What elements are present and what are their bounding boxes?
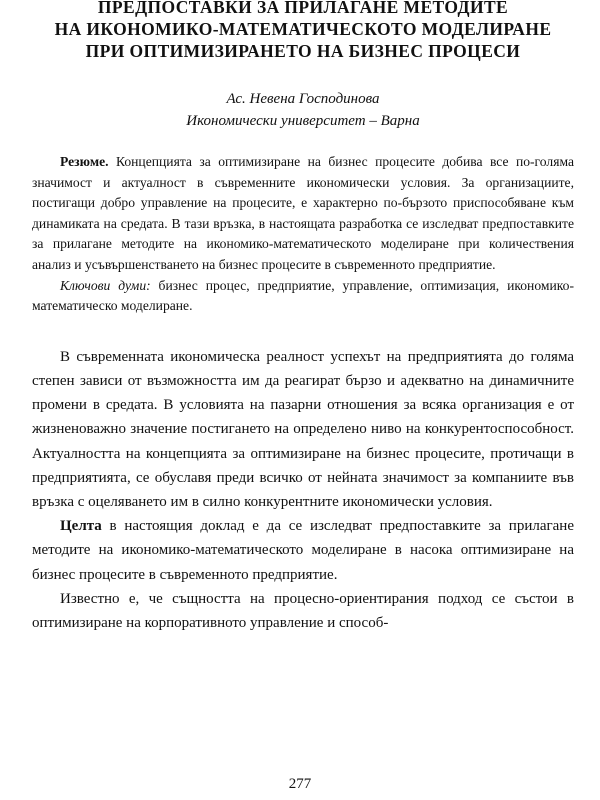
body-text — [32, 345, 574, 635]
title-line-3: ПРИ ОПТИМИЗИРАНЕТО НА БИЗНЕС ПРОЦЕСИ — [85, 41, 521, 61]
abstract-text: Концепцията за оптимизиране на бизнес процесите добива все по-голяма значимост и актуалност в съвременните икономически условия. За организациите, постигащи добро управление на процесите, е характерно по-бързото приспособяване към динамиката на средата. В тази връзка, в настоящата разработка се изследват предпоставките за прилагане методите на икономико-математическото моделиране при количествения анализ и усъвършенстването на бизнес процесите в съвременното предприятие. — [32, 154, 574, 272]
body-paragraph-2 — [32, 514, 574, 587]
author-block — [32, 88, 574, 132]
abstract-section — [32, 152, 574, 317]
paper-title — [32, 0, 574, 62]
keywords-paragraph — [32, 276, 574, 317]
keywords-text: бизнес процес, предприятие, управление, оптимизация, икономико-математическо моделиране. — [32, 277, 574, 314]
goal-text: в настоящия доклад е да се изследват предпоставките за прилагане методите на икономико-математическото моделиране в насока оптимизиране на бизнес процесите в съвременното предприятие. — [32, 518, 574, 583]
author-affiliation: Икономически университет – Варна — [186, 113, 420, 129]
abstract-paragraph — [32, 152, 574, 276]
abstract-label: Резюме. — [60, 154, 109, 169]
keywords-label: Ключови думи: — [60, 277, 151, 293]
goal-label: Целта — [60, 518, 102, 535]
author-name: Ас. Невена Господинова — [226, 91, 380, 107]
title-line-1: ПРЕДПОСТАВКИ ЗА ПРИЛАГАНЕ МЕТОДИТЕ — [97, 0, 509, 17]
body-paragraph-3: Известно е, че същността на процесно-ориентирания подход се състои в оптимизиране на корпоративното управление и способ- — [32, 590, 574, 631]
title-line-2: НА ИКОНОМИКО-МАТЕМАТИЧЕСКОТО МОДЕЛИРАНЕ — [54, 19, 552, 39]
body-paragraph-1: В съвременната икономическа реалност успехът на предприятията до голяма степен зависи от възможността им да реагират бързо и адекватно на динамичните промени в средата. В условията на пазарни отношения за всяка организация е от жизненоважно значение постигането на определено ниво на конкурентоспособност. Актуалността на концепцията за оптимизиране на бизнес процесите, протичащи в предприятията, се обуславя преди всичко от нейната значимост за компаниите във връзка с оцеляването им в силно конкурентните икономически условия. — [32, 348, 574, 510]
page-number: 277 — [288, 776, 312, 792]
